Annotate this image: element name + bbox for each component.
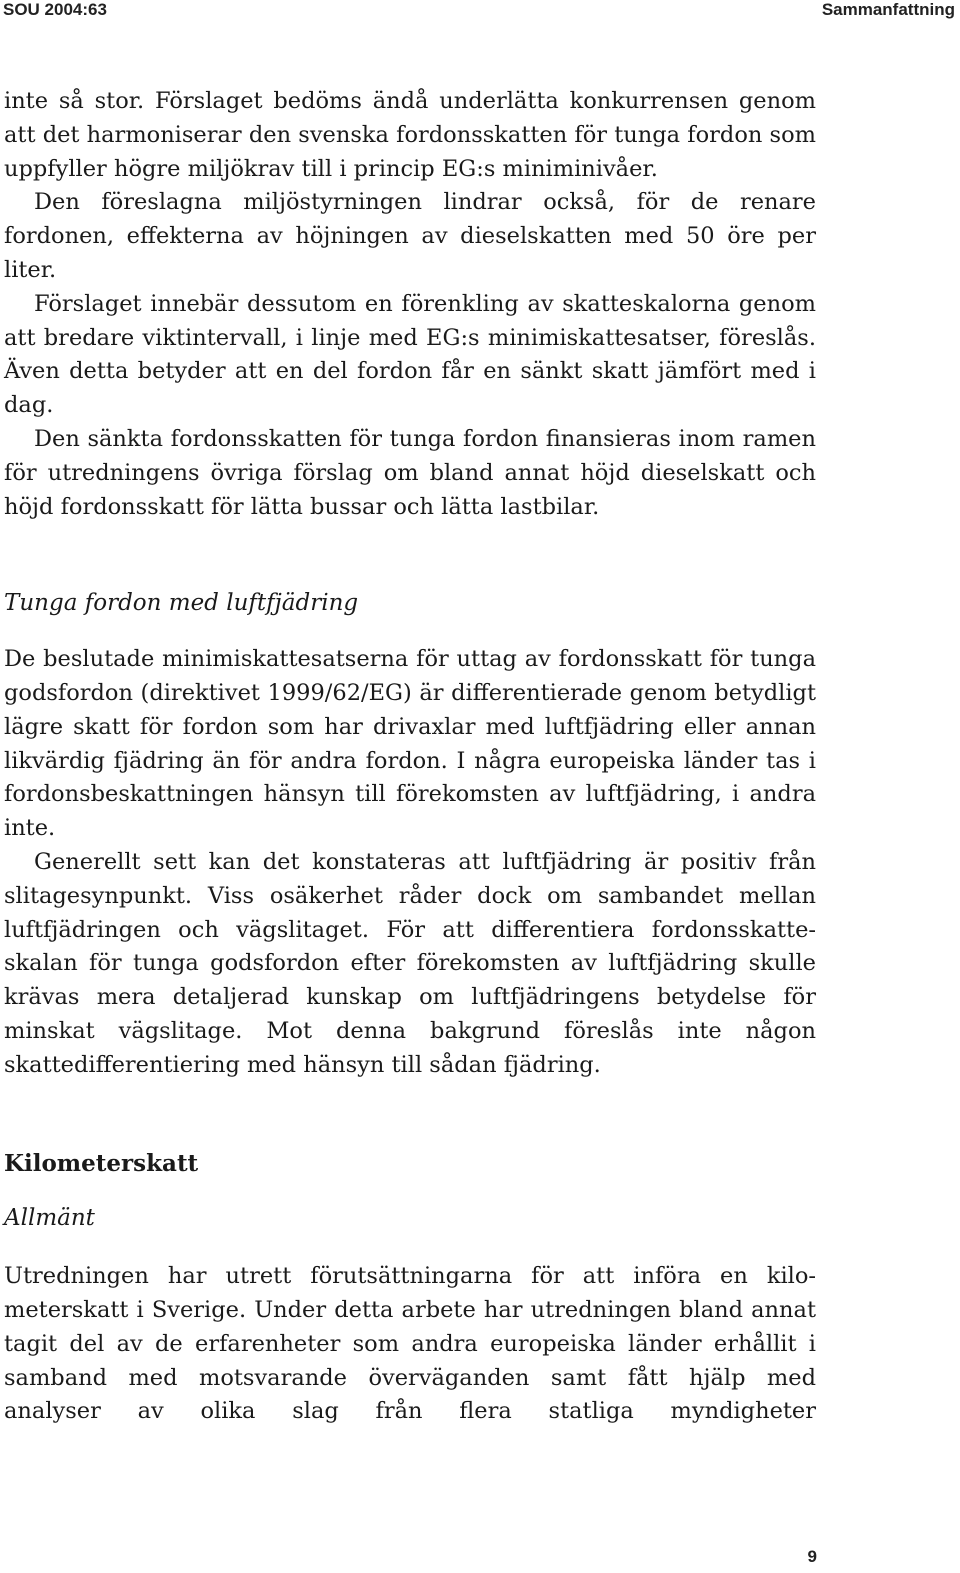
page-body bbox=[4, 85, 816, 1429]
body-paragraph: Förslaget innebär dessutom en förenkling av skatteskalorna genom att bredare viktintervall, i linje med EG:s minimiskattesatser, föreslås. Även detta betyder att en del fordon får en sänkt skatt jämfört med i dag. bbox=[4, 290, 816, 419]
section-heading: Kilometerskatt bbox=[4, 1149, 199, 1177]
body-paragraph: Den sänkta fordonsskatten för tunga fordon finansieras inom ramen för utredningens övriga förslag om bland annat höjd dieselskatt och höjd fordonsskatt för lätta bussar och lätta lastbilar. bbox=[4, 425, 816, 520]
body-paragraph: Utredningen har utrett förutsättningarna för att införa en kilometerskatt i Sverige. Under detta arbete har utredningen bland annat tagit del av de erfarenheter som andra europeiska länder erhållit i samband med motsvarande överväganden samt fått hjälp med analyser av olika slag från flera statliga myndigheter bbox=[4, 1263, 816, 1425]
body-paragraph: Generellt sett kan det konstateras att luftfjädring är positiv från slitagesynpunkt. Viss osäkerhet råder dock om sambandet mellan luftfjädringen och vägslitaget. För att differentiera fordonsskatteskalan för tunga godsfordon efter förekomsten av luftfjädring skulle krävas mera detaljerad kunskap om luftfjädringens betydelse för minskat vägslitage. Mot denna bakgrund föreslås inte någon skattedifferentiering med hänsyn till sådan fjädring. bbox=[4, 848, 816, 1078]
document-id: SOU 2004:63 bbox=[3, 0, 107, 19]
body-paragraph: De beslutade minimiskattesatserna för uttag av fordonsskatt för tunga godsfordon (direktivet 1999/62/EG) är differentierade genom betydligt lägre skatt för fordon som har drivaxlar med luftfjädring eller annan likvärdig fjädring än för andra fordon. I några europeiska länder tas i fordonsbeskattningen hänsyn till förekomsten av luftfjädring, i andra inte. bbox=[4, 646, 816, 842]
page-number: 9 bbox=[807, 1547, 817, 1566]
body-paragraph: inte så stor. Förslaget bedöms ändå underlätta konkurrensen genom att det harmoniserar den svenska fordonsskatten för tunga fordon som uppfyller högre miljökrav till i princip EG:s miniminivåer. bbox=[4, 88, 816, 182]
running-header bbox=[0, 0, 960, 22]
chapter-title: Sammanfattning bbox=[821, 0, 955, 19]
body-paragraph: Den föreslagna miljöstyrningen lindrar också, för de renare fordonen, effekterna av höjningen av dieselskatten med 50 öre per liter. bbox=[4, 189, 816, 283]
subsection-heading: Allmänt bbox=[4, 1205, 95, 1232]
subsection-heading: Tunga fordon med luftfjädring bbox=[4, 590, 359, 617]
